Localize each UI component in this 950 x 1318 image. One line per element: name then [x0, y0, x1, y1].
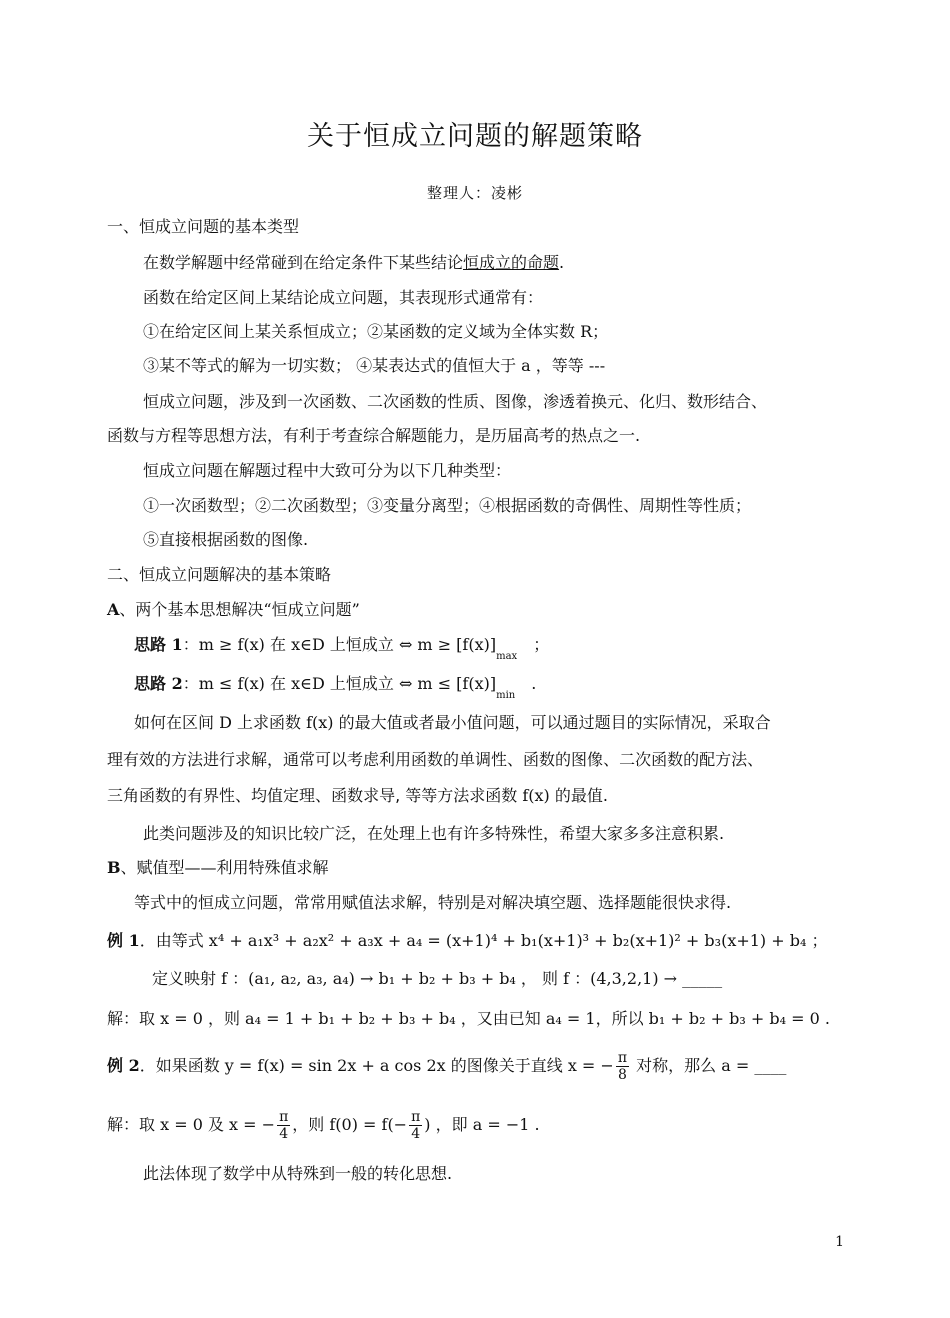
idea-2: 思路 2：m ≤ f(x) 在 x∈D 上恒成立 ⇔ $m \le [f(x)]_{min}$. [134, 674, 537, 701]
paragraph-b1: 等式中的恒成立问题，常常用赋值法求解，特别是对解决填空题、选择题能很快求得. [134, 893, 732, 912]
paragraph-8: ⑤直接根据函数的图像. [143, 530, 309, 549]
paragraph-5b: 函数与方程等思想方法，有利于考查综合解题能力，是历届高考的热点之一. [107, 426, 641, 445]
subsection-b-heading: B、赋值型——利用特殊值求解 [107, 858, 329, 877]
author-line: 整理人：凌彬 [426, 184, 523, 202]
example-2: 例 2．如果函数 y = f(x) = sin 2x + a cos 2x 的图像关于直线 x = − $\frac{\pi}{8}$ 对称，那么 a = ____ [107, 1050, 787, 1083]
paragraph-q1: 如何在区间 D 上求函数 f(x) 的最大值或者最小值问题，可以通过题目的实际情况，采取合 [134, 713, 771, 732]
paragraph-3: ①在给定区间上某关系恒成立；②某函数的定义域为全体实数 R； [143, 322, 609, 341]
section-heading-2: 二、恒成立问题解决的基本策略 [107, 565, 332, 584]
subsection-a-heading: A、两个基本思想解决“恒成立问题” [107, 600, 360, 619]
paragraph-2: 函数在给定区间上某结论成立问题，其表现形式通常有： [143, 288, 544, 307]
paragraph-6: 恒成立问题在解题过程中大致可分为以下几种类型： [143, 461, 512, 480]
paragraph-q2: 理有效的方法进行求解，通常可以考虑利用函数的单调性、函数的图像、二次函数的配方法、 [107, 750, 764, 769]
fraction-pi-over-4-b: $\frac{\pi}{4}$ [411, 1109, 421, 1142]
example-1: 例 1．由等式 x⁴ + a₁x³ + a₂x² + a₃x + a₄ = (x+1)⁴ + b₁(x+1)³ + b₂(x+1)² + b₃(x+1) + b₄ ； [107, 931, 828, 950]
paragraph-7: ①一次函数型；②二次函数型；③变量分离型；④根据函数的奇偶性、周期性等性质； [143, 496, 752, 515]
example-1-mapping: 定义映射 f ：(a₁, a₂, a₃, a₄) → b₁ + b₂ + b₃ + b₄ ， 则 f ：(4,3,2,1) → _____ [152, 969, 723, 988]
paragraph-q3: 三角函数的有界性、均值定理、函数求导, 等等方法求函数 f(x) 的最值. [107, 786, 608, 805]
paragraph-4: ③某不等式的解为一切实数； ④某表达式的值恒大于 a ，等等 --- [143, 356, 606, 375]
document-title: 关于恒成立问题的解题策略 [307, 121, 643, 152]
closing-paragraph: 此法体现了数学中从特殊到一般的转化思想. [143, 1164, 453, 1183]
solution-1: 解：取 x = 0 ，则 a₄ = 1 + b₁ + b₂ + b₃ + b₄ ，又由已知 a₄ = 1，所以 b₁ + b₂ + b₃ + b₄ = 0 . [107, 1009, 830, 1028]
idea-1: 思路 1：m ≥ f(x) 在 x∈D 上恒成立 ⇔ $m \ge [f(x)]_{max}$； [134, 635, 550, 662]
fraction-pi-over-4: $\frac{\pi}{4}$ [279, 1109, 289, 1142]
paragraph-1: 在数学解题中经常碰到在给定条件下某些结论恒成立的命题. [143, 253, 565, 272]
solution-2: 解：取 x = 0 及 x = − $\frac{\pi}{4}$ ，则 f(0) = f(− $\frac{\pi}{4}$ ) ，即 a = −1 . [107, 1109, 540, 1142]
underlined-term: 恒成立的命题 [463, 253, 560, 272]
paragraph-q4: 此类问题涉及的知识比较广泛，在处理上也有许多特殊性，希望大家多多注意积累. [143, 824, 725, 843]
fraction-pi-over-8: $\frac{\pi}{8}$ [617, 1050, 628, 1083]
section-heading-1: 一、恒成立问题的基本类型 [107, 217, 300, 236]
paragraph-5a: 恒成立问题，涉及到一次函数、二次函数的性质、图像，渗透着换元、化归、数形结合、 [143, 392, 768, 411]
page-number: 1 [835, 1234, 844, 1250]
